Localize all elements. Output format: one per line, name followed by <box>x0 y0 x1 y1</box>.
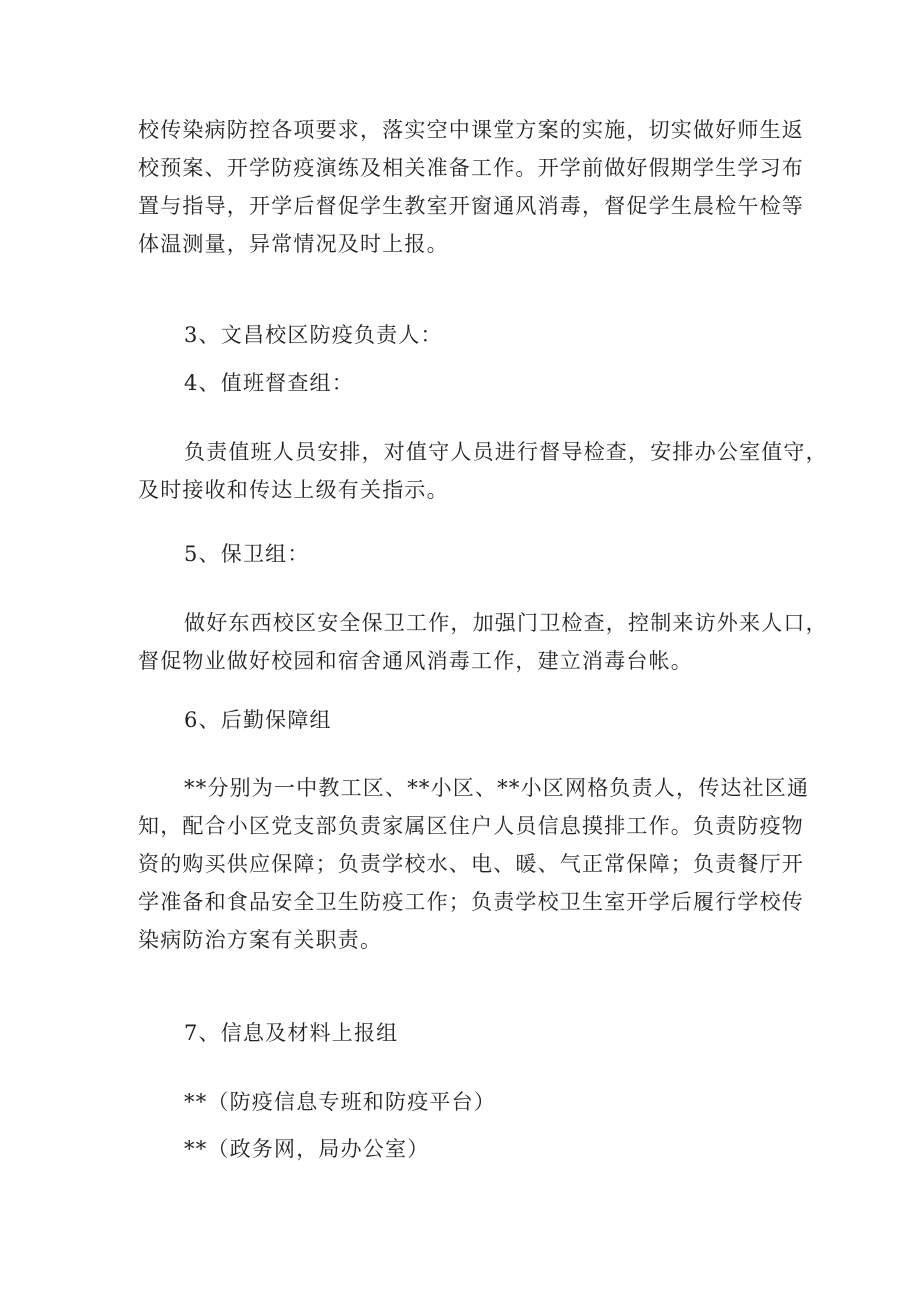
text-line: 校传染病防控各项要求，落实空中课堂方案的实施，切实做好师生返 <box>138 118 804 142</box>
paragraph-epidemic-info-platform <box>138 1083 788 1121</box>
paragraph-duty-inspection <box>138 433 828 509</box>
text-line: 学准备和食品安全卫生防疫工作；负责学校卫生室开学后履行学校传 <box>138 890 804 914</box>
paragraph-government-network <box>138 1130 788 1168</box>
heading-text: 6、后勤保障组 <box>184 708 332 732</box>
text-line: **分别为一中教工区、**小区、**小区网格负责人，传达社区通 <box>184 776 810 800</box>
text-line: 校预案、开学防疫演练及相关准备工作。开学前做好假期学生学习布 <box>138 156 804 180</box>
text-line: 做好东西校区安全保卫工作，加强门卫检查，控制来访外来人口， <box>184 611 828 635</box>
text-line: 知，配合小区党支部负责家属区住户人员信息摸排工作。负责防疫物 <box>138 814 804 838</box>
heading-duty-inspection-group <box>138 364 788 402</box>
text-line: 染病防治方案有关职责。 <box>138 928 383 952</box>
heading-text: 7、信息及材料上报组 <box>184 1021 399 1045</box>
heading-wenchang-campus <box>138 316 788 354</box>
paragraph-security <box>138 604 828 680</box>
heading-text: 3、文昌校区防疫负责人： <box>184 323 443 347</box>
paragraph-logistics <box>138 769 810 959</box>
text-line: **（政务网，局办公室） <box>184 1137 430 1161</box>
text-line: 督促物业做好校园和宿舍通风消毒工作，建立消毒台帐。 <box>138 649 693 673</box>
text-line: **（防疫信息专班和防疫平台） <box>184 1090 496 1114</box>
heading-text: 5、保卫组： <box>184 542 310 566</box>
text-line: 负责值班人员安排，对值守人员进行督导检查，安排办公室值守， <box>184 440 828 464</box>
heading-logistics-group <box>138 701 788 739</box>
text-line: 体温测量，异常情况及时上报。 <box>138 232 449 256</box>
paragraph-prevention-requirements <box>138 111 804 263</box>
heading-text: 4、值班督查组： <box>184 371 354 395</box>
text-line: 置与指导，开学后督促学生教室开窗通风消毒，督促学生晨检午检等 <box>138 194 804 218</box>
text-line: 及时接收和传达上级有关指示。 <box>138 478 449 502</box>
heading-security-group <box>138 535 788 573</box>
text-line: 资的购买供应保障；负责学校水、电、暖、气正常保障；负责餐厅开 <box>138 852 804 876</box>
heading-information-reporting-group <box>138 1014 788 1052</box>
